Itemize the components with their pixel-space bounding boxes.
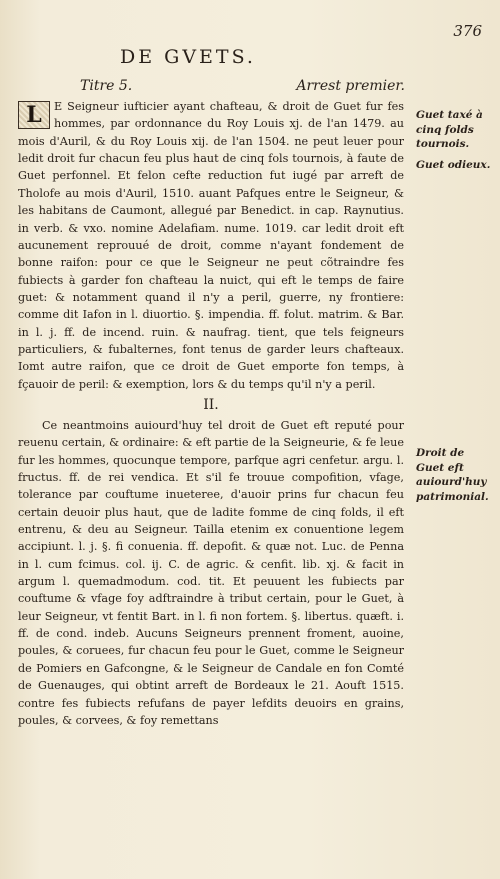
page-number: 376 (453, 22, 482, 40)
section-number: II. (203, 397, 219, 414)
margin-note-2: Guet odieux. (416, 159, 491, 171)
running-head: DE GVETS. (120, 46, 256, 68)
margin-note-3: Droit de Guet eft auiourd'huy patrimonial. (416, 447, 489, 504)
margin-note-1: Guet taxé à cinq folds tournois. (416, 109, 483, 151)
arrest-label: Arrest premier. (296, 78, 405, 94)
subheading (80, 78, 405, 94)
decorated-initial: L (18, 101, 50, 129)
paragraph-2: Ce neantmoins auiourd'huy tel droit de Guet eft reputé pour reuenu certain, & ordinaire: & eft partie de la Seigneurie, & fe leue fur les hommes, quocunque tempore, parfque agri cenfetur. argu. l. fructus. ff. de rei vendica. Et s'il fe trouue compofition, vfage, tolerance par couftume inueteree, d'auoir prins fur chacun feu certain deuoir plus haut, que de ladite fomme de cinq folds, il eft entrenu, & deu au Seigneur. Tailla etenim ex conuentione legem accipiunt. l. j. §. fi conuenia. ff. depofit. & quæ not. Luc. de Penna in l. cum fcimus. col. ij. C. de agric. & cenfit. lib. xj. & facit in argum l. quemadmodum. cod. tit. Et peuuent les fubiects par couftume & vfage foy adftraindre à tribut certain, pour le Guet, à leur Seigneur, vt fentit Bart. in l. fi non fortem. §. libertus. quæft. i. ff. de cond. indeb. Aucuns Seigneurs prennent froment, auoine, poules, & coruees, fur chacun feu pour le Guet, comme le Seigneur de Pomiers en Gafcongne, & le Seigneur de Candale en fon Comté de Guenauges, qui obtint arreft de Bordeaux le 21. Aouft 1515. contre fes fubiects refufans de payer lefdits deuoirs en grains, poules, & corvees, & foy remettans (18, 418, 404, 727)
main-text (18, 98, 404, 729)
paragraph-1: L E Seigneur iufticier ayant chafteau, & droit de Guet fur fes hommes, par ordonnance du Roy Louis xj. de l'an 1479. au mois d'Auril, & du Roy Louis xij. de l'an 1504. ne peut leuer pour ledit droit fur chacun feu plus haut de cinq fols tournois, à faute de Guet perfonnel. Et felon cefte reduction fut iugé par arreft de Tholofe au mois d'Auril, 1510. auant Pafques entre le Seigneur, & les habitans de Caumont, allegué par Benedict. in cap. Raynutius. in verb. & vxo. nomine Adelafiam. nume. 1019. car ledit droit eft aucunement reprouué de droit, comme n'ayant fondement de bonne raifon: pour ce que le Seigneur ne peut cõtraindre fes fubiects à garder fon chafteau la nuict, qui eft le temps de faire guet: & notamment quand il n'y a peril, guerre, ny frontiere: comme dit Iafon in l. diuortio. §. impendia. ff. folut. matrim. & Bar. in l. j. ff. de incend. ruin. & naufrag. tient, que tels feigneurs particuliers, & fubalternes, font tenus de garder leurs chafteaux. Iomt autre raifon, que ce droit de Guet emporte fon temps, à fçauoir de peril: & exemption, lors & du temps qu'il n'y a peril. (18, 100, 404, 391)
titre-label: Titre 5. (80, 78, 133, 94)
